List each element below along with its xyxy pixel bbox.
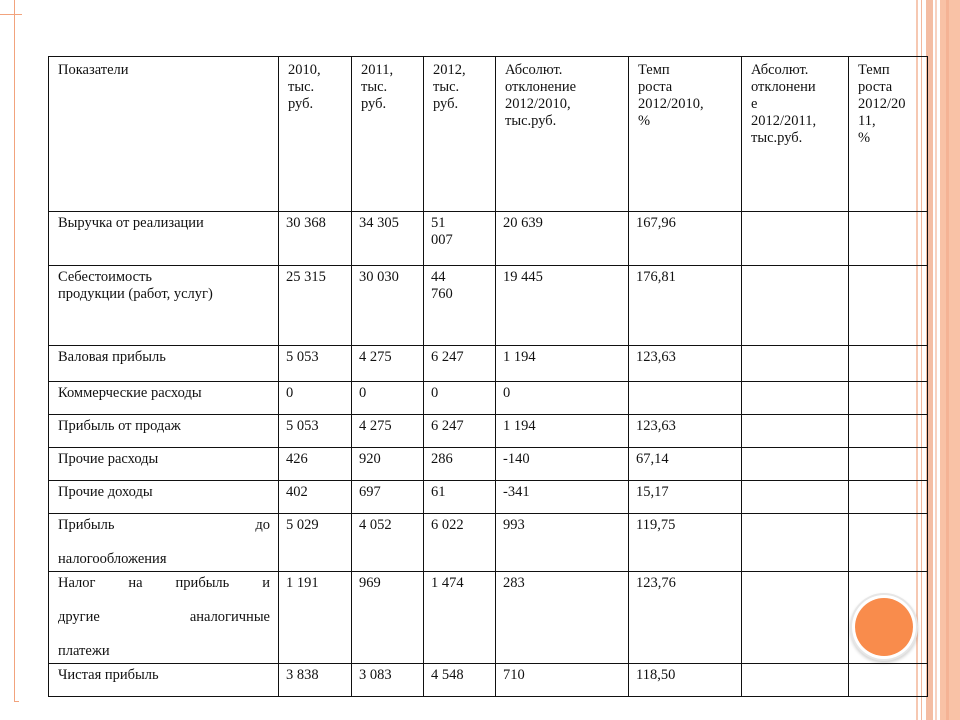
- cell-line: Чистая прибыль: [58, 667, 159, 683]
- cell-line: 15,17: [636, 484, 669, 500]
- cell-line: 2010,: [288, 62, 321, 78]
- cell-line: роста: [858, 79, 893, 95]
- cell-line: 3 838: [286, 667, 319, 683]
- value-cell: [849, 481, 928, 514]
- value-cell: [496, 514, 629, 572]
- cell-line: 697: [359, 484, 381, 500]
- table-row: [49, 266, 928, 346]
- value-cell: [424, 212, 496, 266]
- cell-line: 44: [431, 269, 446, 285]
- word: Налог: [58, 575, 96, 591]
- cell-line: 007: [431, 232, 453, 248]
- cell-line: 34 305: [359, 215, 399, 231]
- cell-line: 4 275: [359, 418, 392, 434]
- value-cell: [629, 346, 742, 382]
- value-cell: [742, 481, 849, 514]
- word: на: [128, 575, 143, 591]
- header-cell: [424, 57, 496, 212]
- value-cell: [424, 664, 496, 697]
- value-cell: [849, 664, 928, 697]
- cell-line: Абсолют.: [751, 62, 809, 78]
- value-cell: [424, 382, 496, 415]
- cell-line: тыс.: [361, 79, 388, 95]
- value-cell: [849, 448, 928, 481]
- row-label-cell: [49, 212, 279, 266]
- cell-line: 969: [359, 575, 381, 591]
- value-cell: [424, 572, 496, 664]
- word: и: [262, 575, 270, 591]
- value-cell: [496, 572, 629, 664]
- value-cell: [742, 266, 849, 346]
- row-label-cell: [49, 481, 279, 514]
- cell-line: Выручка от реализации: [58, 215, 204, 231]
- value-cell: [496, 212, 629, 266]
- cell-line: 4 052: [359, 517, 392, 533]
- value-cell: [742, 346, 849, 382]
- value-cell: [849, 514, 928, 572]
- value-cell: [424, 346, 496, 382]
- cell-line: -341: [503, 484, 530, 500]
- cell-line: 30 368: [286, 215, 326, 231]
- cell-line: отклонение: [505, 79, 577, 95]
- header-cell: [629, 57, 742, 212]
- row-label-cell: [49, 415, 279, 448]
- cell-line: 119,75: [636, 517, 676, 533]
- row-label-cell: [49, 664, 279, 697]
- cell-line: 286: [431, 451, 453, 467]
- cell-line: тыс.руб.: [751, 130, 803, 146]
- cell-line: 426: [286, 451, 308, 467]
- cell-line: 30 030: [359, 269, 399, 285]
- value-cell: [424, 266, 496, 346]
- table-header-row: [49, 57, 928, 212]
- financial-results-table: [48, 56, 928, 697]
- value-cell: [496, 346, 629, 382]
- value-cell: [279, 448, 352, 481]
- value-cell: [849, 266, 928, 346]
- value-cell: [629, 212, 742, 266]
- value-cell: [279, 514, 352, 572]
- cell-line: 6 022: [431, 517, 464, 533]
- cell-line: платежи: [58, 643, 110, 659]
- cell-line: 2012/2011,: [751, 113, 817, 129]
- cell-line: 5 053: [286, 349, 319, 365]
- value-cell: [629, 572, 742, 664]
- value-cell: [352, 514, 424, 572]
- table-row: [49, 448, 928, 481]
- orange-circle-decoration: [855, 598, 913, 656]
- row-label-cell: [49, 382, 279, 415]
- cell-line: 51: [431, 215, 446, 231]
- cell-line: 283: [503, 575, 525, 591]
- row-label-cell: [49, 346, 279, 382]
- value-cell: [849, 346, 928, 382]
- cell-line: 167,96: [636, 215, 676, 231]
- cell-line: %: [858, 130, 871, 146]
- value-cell: [629, 481, 742, 514]
- cell-line: Темп: [638, 62, 670, 78]
- cell-line: 118,50: [636, 667, 676, 683]
- cell-line: 2011,: [361, 62, 394, 78]
- cell-line: 6 247: [431, 418, 464, 434]
- cell-line: 0: [286, 385, 294, 401]
- cell-line: отклонени: [751, 79, 816, 95]
- cell-line: 1 474: [431, 575, 464, 591]
- table-row: [49, 415, 928, 448]
- value-cell: [742, 415, 849, 448]
- cell-line: 2012/2010,: [505, 96, 571, 112]
- word: аналогичные: [189, 609, 270, 625]
- stripe: [946, 0, 949, 720]
- cell-line: 19 445: [503, 269, 543, 285]
- word: до: [255, 517, 270, 533]
- value-cell: [496, 448, 629, 481]
- cell-line: 1 194: [503, 418, 536, 434]
- cell-line: 2012/2010,: [638, 96, 704, 112]
- cell-line: Прочие расходы: [58, 451, 159, 467]
- cell-line: [58, 575, 270, 592]
- cell-line: 2012,: [433, 62, 466, 78]
- cell-line: продукции (работ, услуг): [58, 286, 213, 302]
- cell-line: %: [638, 113, 651, 129]
- table-row: [49, 382, 928, 415]
- header-cell: [352, 57, 424, 212]
- value-cell: [742, 572, 849, 664]
- cell-line: 993: [503, 517, 525, 533]
- value-cell: [352, 572, 424, 664]
- value-cell: [352, 212, 424, 266]
- stripe: [935, 0, 937, 720]
- cell-line: руб.: [288, 96, 314, 112]
- value-cell: [742, 382, 849, 415]
- value-cell: [496, 664, 629, 697]
- value-cell: [742, 212, 849, 266]
- cell-line: 0: [359, 385, 367, 401]
- cell-line: [58, 517, 270, 534]
- cell-line: 3 083: [359, 667, 392, 683]
- cell-line: 11,: [858, 113, 876, 129]
- row-label-cell: [49, 572, 279, 664]
- value-cell: [496, 415, 629, 448]
- value-cell: [279, 572, 352, 664]
- value-cell: [629, 415, 742, 448]
- cell-line: 4 275: [359, 349, 392, 365]
- cell-line: руб.: [361, 96, 387, 112]
- header-cell: [279, 57, 352, 212]
- value-cell: [424, 514, 496, 572]
- cell-line: тыс.: [288, 79, 315, 95]
- cell-line: тыс.руб.: [505, 113, 557, 129]
- cell-line: 20 639: [503, 215, 543, 231]
- financial-table-container: [48, 56, 928, 697]
- cell-line: Абсолют.: [505, 62, 563, 78]
- cell-line: 67,14: [636, 451, 669, 467]
- cell-line: 920: [359, 451, 381, 467]
- table-row: [49, 212, 928, 266]
- stripe: [940, 0, 960, 720]
- word: другие: [58, 609, 100, 625]
- cell-line: 25 315: [286, 269, 326, 285]
- cell-line: 2012/20: [858, 96, 906, 112]
- row-label-cell: [49, 448, 279, 481]
- row-label-cell: [49, 266, 279, 346]
- word: Прибыль: [58, 517, 115, 533]
- cell-line: 710: [503, 667, 525, 683]
- header-cell: [742, 57, 849, 212]
- cell-line: 1 191: [286, 575, 319, 591]
- word: прибыль: [175, 575, 230, 591]
- table-row: [49, 664, 928, 697]
- value-cell: [279, 212, 352, 266]
- value-cell: [352, 415, 424, 448]
- value-cell: [352, 346, 424, 382]
- value-cell: [849, 415, 928, 448]
- cell-line: 5 029: [286, 517, 319, 533]
- value-cell: [352, 266, 424, 346]
- cell-line: Прочие доходы: [58, 484, 153, 500]
- table-row: [49, 514, 928, 572]
- value-cell: [352, 382, 424, 415]
- value-cell: [629, 664, 742, 697]
- corner-frame-top-decoration: [0, 14, 22, 15]
- value-cell: [629, 266, 742, 346]
- header-cell: [496, 57, 629, 212]
- cell-line: 402: [286, 484, 308, 500]
- value-cell: [352, 448, 424, 481]
- cell-line: Показатели: [58, 62, 129, 78]
- cell-line: Коммерческие расходы: [58, 385, 202, 401]
- cell-line: 123,63: [636, 418, 676, 434]
- cell-line: 176,81: [636, 269, 676, 285]
- value-cell: [279, 415, 352, 448]
- value-cell: [629, 382, 742, 415]
- cell-line: роста: [638, 79, 673, 95]
- cell-line: Прибыль от продаж: [58, 418, 181, 434]
- cell-line: Темп: [858, 62, 890, 78]
- cell-line: Валовая прибыль: [58, 349, 166, 365]
- cell-line: Себестоимость: [58, 269, 153, 285]
- header-cell: [849, 57, 928, 212]
- cell-line: 6 247: [431, 349, 464, 365]
- cell-line: 61: [431, 484, 446, 500]
- value-cell: [742, 448, 849, 481]
- cell-line: е: [751, 96, 758, 112]
- value-cell: [629, 514, 742, 572]
- value-cell: [629, 448, 742, 481]
- cell-line: налогообложения: [58, 551, 167, 567]
- cell-line: 0: [503, 385, 511, 401]
- value-cell: [352, 664, 424, 697]
- cell-line: руб.: [433, 96, 459, 112]
- value-cell: [424, 415, 496, 448]
- cell-line: 123,63: [636, 349, 676, 365]
- corner-frame-decoration: [14, 0, 19, 702]
- cell-line: тыс.: [433, 79, 460, 95]
- value-cell: [496, 382, 629, 415]
- value-cell: [496, 481, 629, 514]
- cell-line: [58, 609, 270, 626]
- cell-line: 1 194: [503, 349, 536, 365]
- cell-line: 5 053: [286, 418, 319, 434]
- row-label-cell: [49, 514, 279, 572]
- value-cell: [742, 664, 849, 697]
- table-row: [49, 481, 928, 514]
- cell-line: -140: [503, 451, 530, 467]
- value-cell: [279, 382, 352, 415]
- value-cell: [279, 266, 352, 346]
- value-cell: [279, 346, 352, 382]
- cell-line: 123,76: [636, 575, 676, 591]
- header-cell-indicator: [49, 57, 279, 212]
- value-cell: [424, 481, 496, 514]
- value-cell: [279, 664, 352, 697]
- table-row: [49, 346, 928, 382]
- value-cell: [742, 514, 849, 572]
- cell-line: 760: [431, 286, 453, 302]
- value-cell: [279, 481, 352, 514]
- value-cell: [849, 382, 928, 415]
- value-cell: [849, 212, 928, 266]
- value-cell: [496, 266, 629, 346]
- table-row: [49, 572, 928, 664]
- value-cell: [352, 481, 424, 514]
- value-cell: [424, 448, 496, 481]
- cell-line: 0: [431, 385, 439, 401]
- cell-line: 4 548: [431, 667, 464, 683]
